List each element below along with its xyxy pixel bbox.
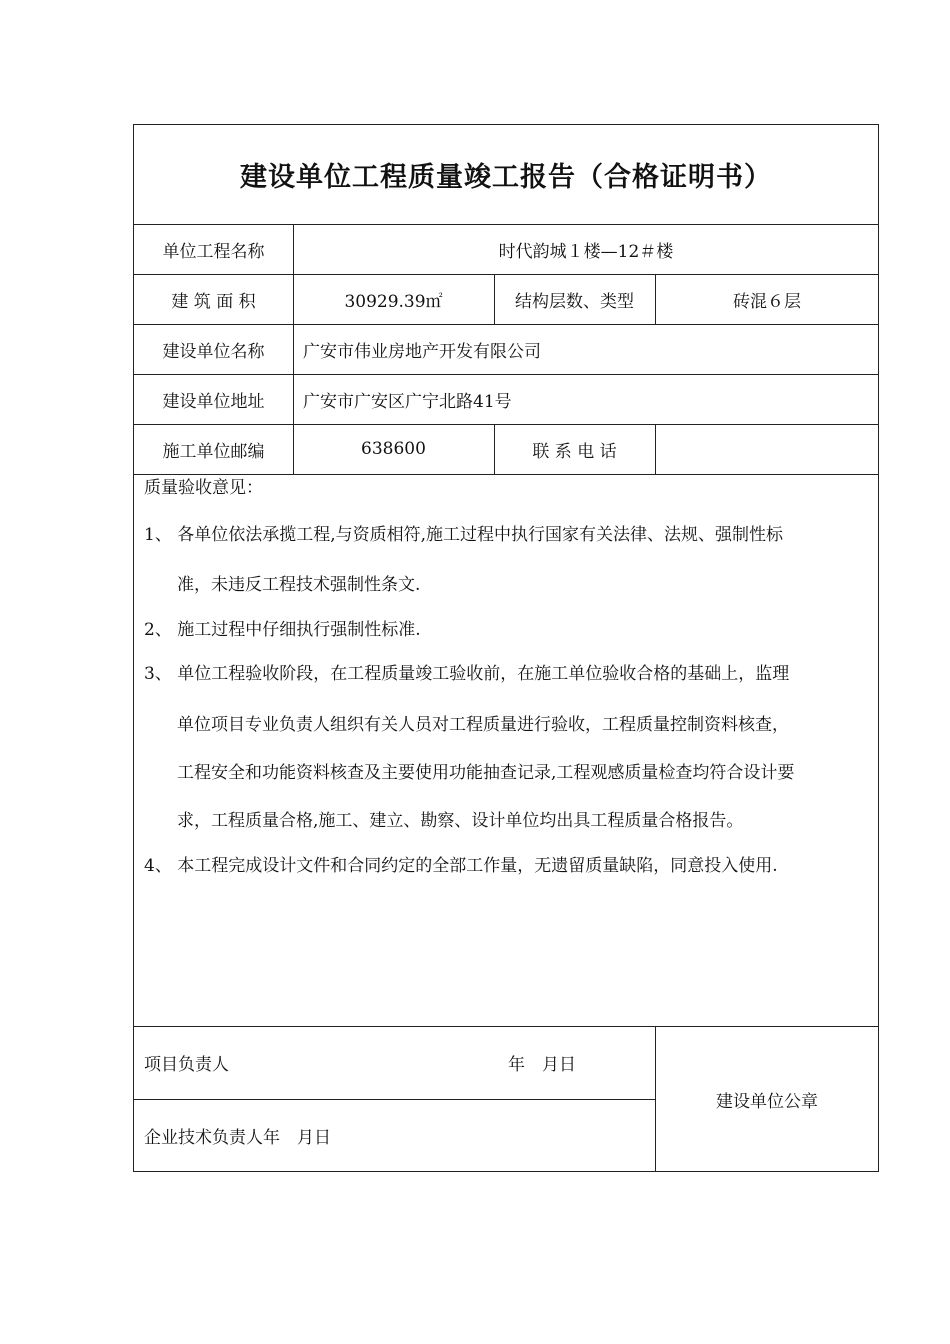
form-title: 建设单位工程质量竣工报告（合格证明书） — [240, 162, 772, 193]
opinion-line: 准，未违反工程技术强制性条文. — [177, 575, 421, 595]
phone-value — [655, 424, 879, 474]
opinion-line: 4、 本工程完成设计文件和合同约定的全部工作量，无遗留质量缺陷，同意投入使用. — [144, 856, 778, 876]
structure-value: 砖混６层 — [733, 291, 801, 312]
signature-date: 年 月日 — [508, 1054, 576, 1075]
opinion-line: 2、 施工过程中仔细执行强制性标准. — [144, 620, 421, 640]
opinion-line: 1、 各单位依法承揽工程,与资质相符,施工过程中执行国家有关法律、法规、强制性标 — [144, 525, 784, 545]
postcode-label: 施工单位邮编 — [162, 441, 265, 462]
area-label: 建 筑 面 积 — [171, 291, 256, 312]
project-name-value: 时代韵城１楼—12＃楼 — [498, 241, 674, 262]
phone-label: 联 系 电 话 — [532, 441, 617, 462]
opinion-line: 单位项目专业负责人组织有关人员对工程质量进行验收，工程质量控制资料核查， — [177, 715, 789, 735]
rule-signature — [134, 1099, 655, 1100]
quality-opinion-section — [144, 475, 874, 876]
opinion-line: 求，工程质量合格,施工、建立、勘察、设计单位均出具工程质量合格报告。 — [177, 811, 744, 831]
opinion-line: 工程安全和功能资料核查及主要使用功能抽查记录,工程观感质量检查均符合设计要 — [177, 763, 795, 783]
tech-manager-label: 企业技术负责人年 月日 — [144, 1127, 331, 1148]
opinion-line: 3、 单位工程验收阶段，在工程质量竣工验收前，在施工单位验收合格的基础上，监理 — [144, 664, 790, 684]
owner-address-label: 建设单位地址 — [162, 391, 265, 412]
project-name-label: 单位工程名称 — [162, 241, 265, 262]
owner-name-value: 广安市伟业房地产开发有限公司 — [303, 341, 541, 362]
owner-seal-label: 建设单位公章 — [716, 1091, 818, 1112]
completion-report-form — [133, 124, 879, 1172]
project-manager-label: 项目负责人 — [144, 1054, 229, 1075]
owner-address-value: 广安市广安区广宁北路41号 — [303, 391, 512, 412]
area-value: 30929.39㎡ — [344, 291, 443, 312]
structure-label: 结构层数、类型 — [515, 291, 634, 312]
postcode-value: 638600 — [361, 439, 426, 459]
owner-name-label: 建设单位名称 — [162, 341, 265, 362]
opinion-heading: 质量验收意见： — [144, 478, 263, 498]
